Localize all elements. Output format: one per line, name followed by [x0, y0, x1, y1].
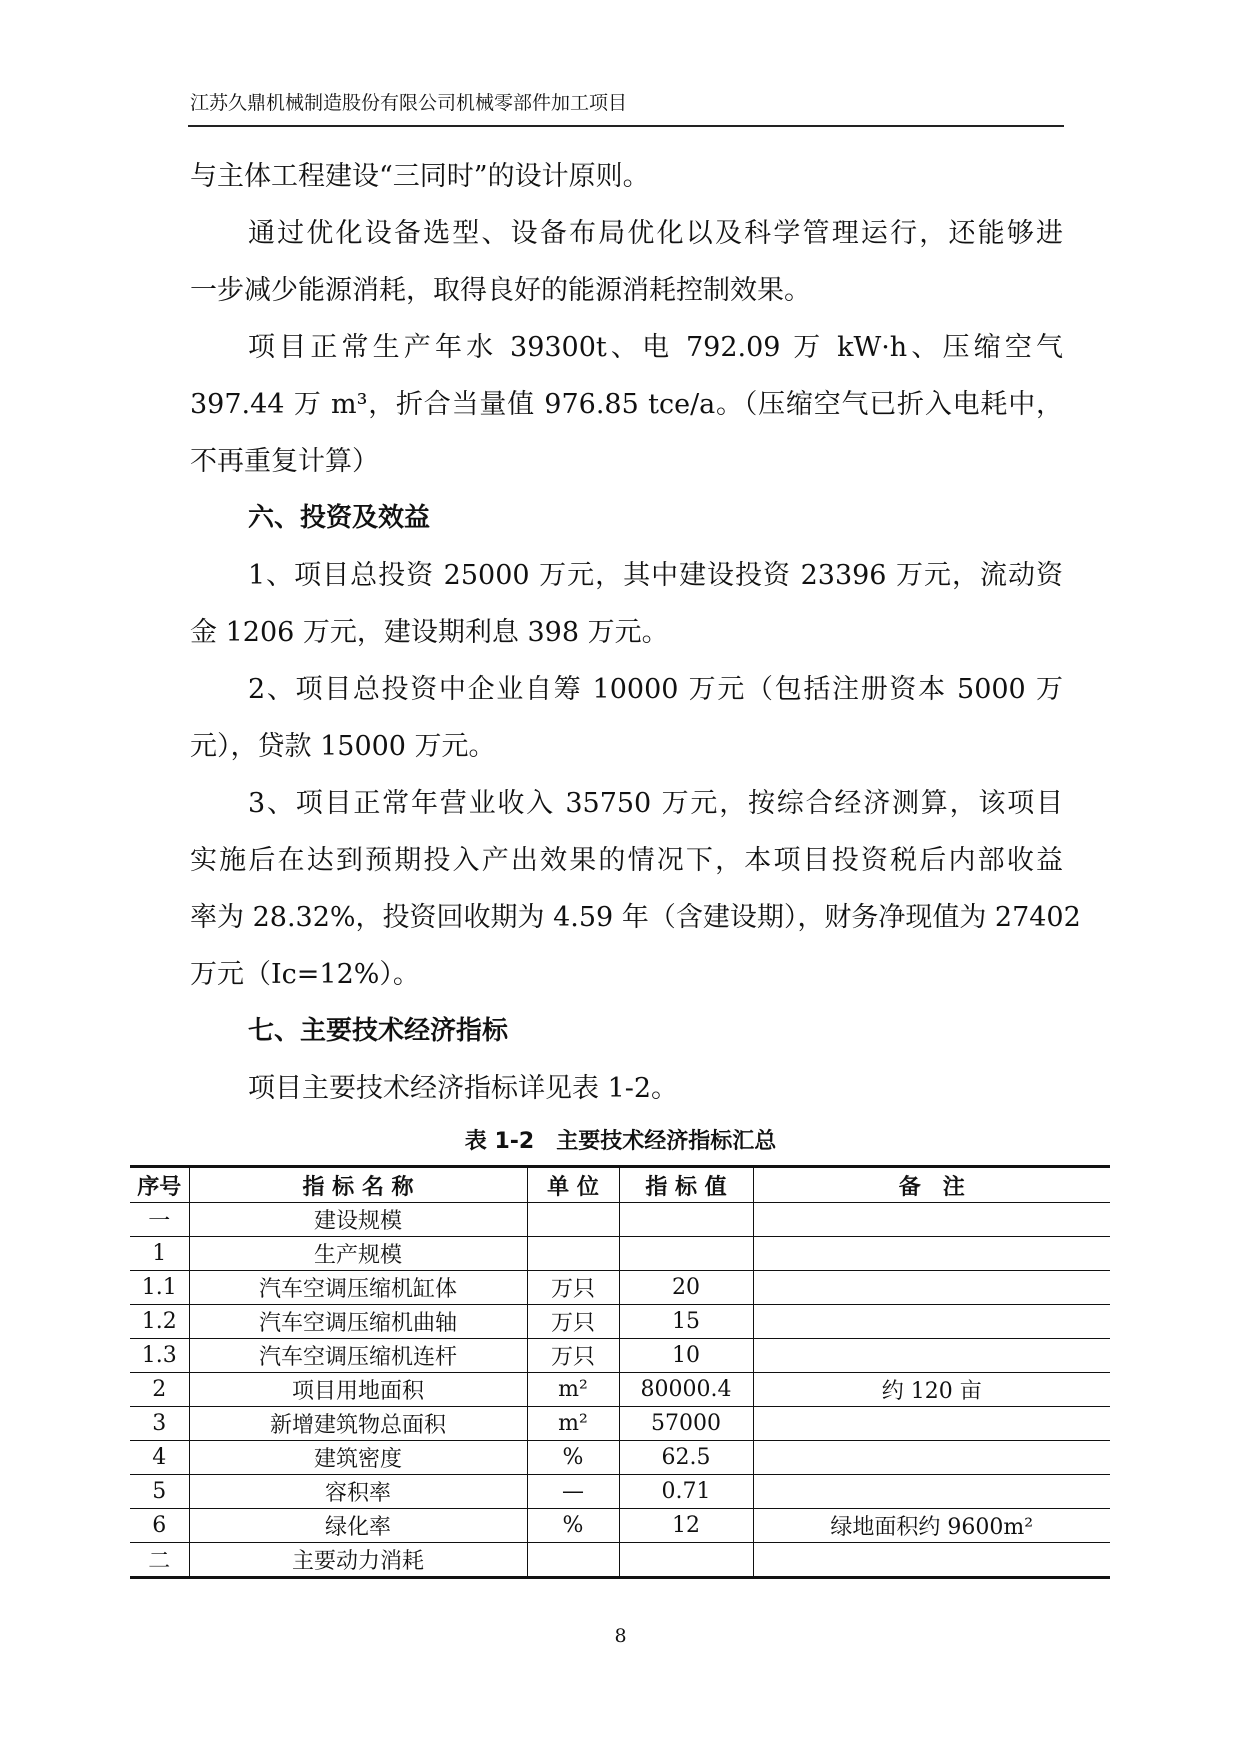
table-row — [130, 1509, 1110, 1543]
running-header: 江苏久鼎机械制造股份有限公司机械零部件加工项目 — [190, 92, 628, 114]
table-cell — [619, 1543, 753, 1578]
text-line: 3、项目正常年营业收入 35750 万元，按综合经济测算，该项目 — [248, 788, 1063, 819]
table-cell: % — [527, 1441, 619, 1475]
text-line: 项目正常生产年水 39300t、电 792.09 万 kW·h、压缩空气 — [248, 332, 1063, 363]
column-header: 单 位 — [527, 1167, 619, 1203]
table-cell: 汽车空调压缩机缸体 — [189, 1271, 527, 1305]
column-header: 序号 — [130, 1167, 189, 1203]
table-cell: 建筑密度 — [189, 1441, 527, 1475]
table-cell: 汽车空调压缩机曲轴 — [189, 1305, 527, 1339]
table-cell — [753, 1407, 1110, 1441]
text-line: 金 1206 万元，建设期利息 398 万元。 — [190, 617, 669, 648]
table-cell: 新增建筑物总面积 — [189, 1407, 527, 1441]
table-cell: 万只 — [527, 1339, 619, 1373]
text-line: 不再重复计算） — [190, 446, 379, 477]
table-cell: 二 — [130, 1543, 189, 1578]
body-text — [190, 148, 1081, 1117]
table-cell: 绿化率 — [189, 1509, 527, 1543]
table-cell — [753, 1203, 1110, 1237]
table-cell: 1 — [130, 1237, 189, 1271]
table-row — [130, 1543, 1110, 1578]
text-line: 项目主要技术经济指标详见表 1-2。 — [248, 1073, 679, 1104]
header-divider — [188, 125, 1064, 127]
table-cell: m² — [527, 1407, 619, 1441]
table-cell: 57000 — [619, 1407, 753, 1441]
column-header: 指 标 值 — [619, 1167, 753, 1203]
table-cell: 80000.4 — [619, 1373, 753, 1407]
table-cell: 1.2 — [130, 1305, 189, 1339]
text-line: 率为 28.32%，投资回收期为 4.59 年（含建设期），财务净现值为 27402 — [190, 902, 1081, 933]
table-cell: 6 — [130, 1509, 189, 1543]
table-cell: 生产规模 — [189, 1237, 527, 1271]
table-cell: 20 — [619, 1271, 753, 1305]
table-row — [130, 1237, 1110, 1271]
table-cell: 约 120 亩 — [753, 1373, 1110, 1407]
section-heading: 六、投资及效益 — [248, 503, 431, 533]
text-line: 通过优化设备选型、设备布局优化以及科学管理运行，还能够进 — [248, 218, 1063, 249]
text-line: 2、项目总投资中企业自筹 10000 万元（包括注册资本 5000 万 — [248, 674, 1063, 705]
table-cell — [527, 1543, 619, 1578]
table-cell: % — [527, 1509, 619, 1543]
table-cell: 10 — [619, 1339, 753, 1373]
table-caption: 表 1-2 主要技术经济指标汇总 — [464, 1129, 777, 1154]
text-line: 万元（Ic=12%）。 — [190, 959, 420, 990]
text-line: 元），贷款 15000 万元。 — [190, 731, 496, 762]
column-header: 备 注 — [753, 1167, 1110, 1203]
table-cell: 万只 — [527, 1305, 619, 1339]
table-cell: 4 — [130, 1441, 189, 1475]
table-cell: 主要动力消耗 — [189, 1543, 527, 1578]
table-cell: 1.1 — [130, 1271, 189, 1305]
table-cell: 万只 — [527, 1271, 619, 1305]
table-cell — [753, 1339, 1110, 1373]
page-number: 8 — [614, 1625, 627, 1647]
table-row — [130, 1339, 1110, 1373]
table-cell — [753, 1305, 1110, 1339]
table-cell: 1.3 — [130, 1339, 189, 1373]
table-cell — [753, 1475, 1110, 1509]
table-cell: 2 — [130, 1373, 189, 1407]
text-line: 一步减少能源消耗，取得良好的能源消耗控制效果。 — [190, 275, 811, 306]
table-cell: 62.5 — [619, 1441, 753, 1475]
table-cell: 绿地面积约 9600m² — [753, 1509, 1110, 1543]
table-cell: 容积率 — [189, 1475, 527, 1509]
table-row — [130, 1475, 1110, 1509]
column-header: 指 标 名 称 — [189, 1167, 527, 1203]
table-cell: 5 — [130, 1475, 189, 1509]
table-cell — [527, 1203, 619, 1237]
table-cell: 项目用地面积 — [189, 1373, 527, 1407]
table-cell: 12 — [619, 1509, 753, 1543]
table-row — [130, 1373, 1110, 1407]
table-row — [130, 1271, 1110, 1305]
table-cell: — — [527, 1475, 619, 1509]
table-cell: m² — [527, 1373, 619, 1407]
text-line: 与主体工程建设“三同时”的设计原则。 — [190, 161, 650, 192]
table-cell — [753, 1441, 1110, 1475]
table-cell: 一 — [130, 1203, 189, 1237]
table-header-row — [130, 1167, 1110, 1203]
table-cell: 3 — [130, 1407, 189, 1441]
table-cell — [753, 1543, 1110, 1578]
table-row — [130, 1305, 1110, 1339]
table-cell — [753, 1271, 1110, 1305]
table-cell — [619, 1237, 753, 1271]
table-row — [130, 1407, 1110, 1441]
table-cell: 15 — [619, 1305, 753, 1339]
section-heading: 七、主要技术经济指标 — [248, 1016, 509, 1046]
text-line: 实施后在达到预期投入产出效果的情况下，本项目投资税后内部收益 — [190, 845, 1063, 876]
table-cell: 汽车空调压缩机连杆 — [189, 1339, 527, 1373]
text-line: 397.44 万 m³，折合当量值 976.85 tce/a。（压缩空气已折入电耗中， — [190, 389, 1063, 420]
table-cell: 建设规模 — [189, 1203, 527, 1237]
text-line: 1、项目总投资 25000 万元，其中建设投资 23396 万元，流动资 — [248, 560, 1063, 591]
table-row — [130, 1441, 1110, 1475]
table-cell — [753, 1237, 1110, 1271]
indicator-table — [130, 1165, 1110, 1579]
table-cell — [619, 1203, 753, 1237]
table-cell: 0.71 — [619, 1475, 753, 1509]
table-row — [130, 1203, 1110, 1237]
table-cell — [527, 1237, 619, 1271]
